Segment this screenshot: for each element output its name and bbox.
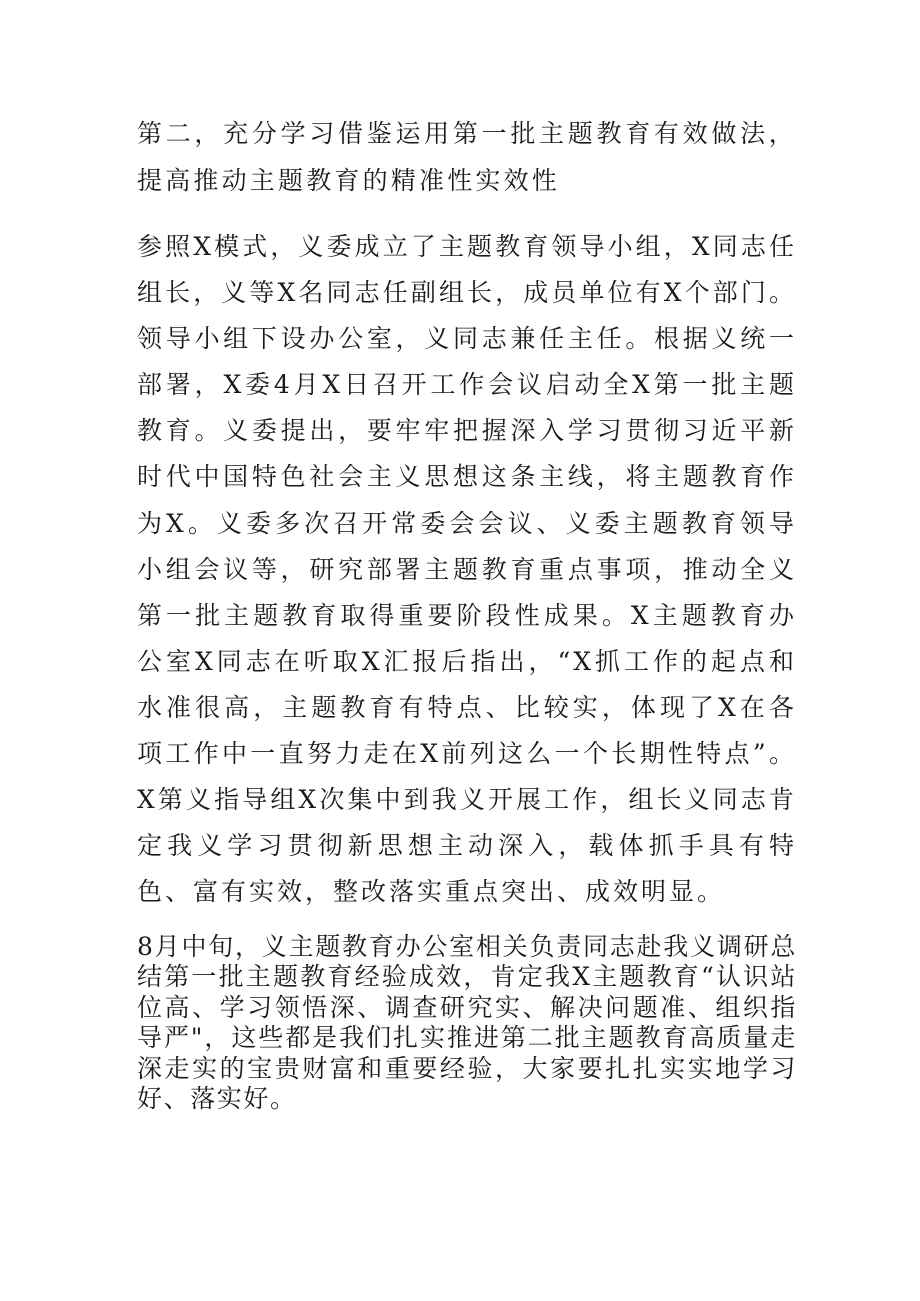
section-heading: 第二，充分学习借鉴运用第一批主题教育有效做法，提高推动主题教育的精准性实效性 (137, 119, 797, 195)
body-paragraph-1: 参照X模式，义委成立了主题教育领导小组，X同志任组长，义等X名同志任副组长，成员单位有X个部门。领导小组下设办公室，义同志兼任主任。根据义统一部署，X委4月X日召开工作会议启动全X第一批主题教育。义委提出，要牢牢把握深入学习贯彻习近平新时代中国特色社会主义思想这条主线，将主题教育作为X。义委多次召开常委会会议、义委主题教育领导小组会议等，研究部署主题教育重点事项，推动全义第一批主题教育取得重要阶段性成果。X主题教育办公室X同志在听取X汇报后指出，“X抓工作的起点和水准很高，主题教育有特点、比较实，体现了X在各项工作中一直努力走在X前列这么一个长期性特点”。X第义指导组X次集中到我义开展工作，组长义同志肯定我义学习贯彻新思想主动深入，载体抓手具有特色、富有实效，整改落实重点突出、成效明显。 (137, 232, 797, 907)
body-paragraph-2: 8月中旬，义主题教育办公室相关负责同志赴我义调研总结第一批主题教育经验成效，肯定我X主题教育“认识站位高、学习领悟深、调查研究实、解决问题准、组织指导严"，这些都是我们扎实推进第二批主题教育高质量走深走实的宝贵财富和重要经验，大家要扎扎实实地学习好、落实好。 (137, 932, 797, 1114)
